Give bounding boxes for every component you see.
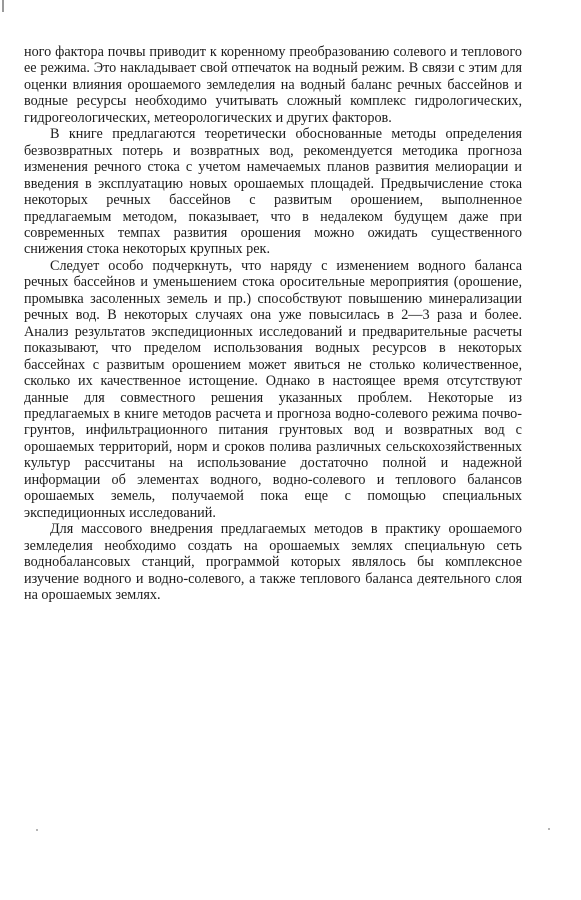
- scan-speck: [548, 828, 550, 830]
- document-page: [24, 44, 522, 603]
- paragraph-3: Следует особо подчеркнуть, что наряду с изменением водного баланса речных бассейнов и уменьшением стока оросительные мероприятия (орошение, промывка засоленных земель и пр.) способствуют повышению минерализации речных вод. В некоторых случаях она уже повысилась в 2—3 раза и более. Анализ результатов экспедиционных исследований и предварительные расчеты показывают, что пределом использования водных ресурсов в некоторых бассейнах с развитым орошением может явиться не столько количественное, сколько их качественное истощение. Однако в настоящее время отсутствуют данные для совместного решения указанных проблем. Некоторые из предлагаемых в книге методов расчета и прогноза водно-солевого режима почво-грунтов, инфильтрационного питания грунтовых вод и возвратных вод с орошаемых территорий, норм и сроков полива различных сельскохозяйственных культур рассчитаны на использование достаточно полной и надежной информации об элементах водного, водно-солевого и теплового балансов орошаемых земель, получаемой пока еще с помощью специальных экспедиционных исследований.: [24, 257, 522, 521]
- paragraph-1: ного фактора почвы приводит к коренному преобразованию солевого и теплового ее режима. Это накладывает свой отпечаток на водный режим. В связи с этим для оценки влияния орошаемого земледелия на водный баланс речных бассейнов и водные ресурсы необходимо учитывать сложный комплекс гидрологических, гидрогеологических, метеорологических и других факторов.: [24, 44, 522, 126]
- scan-speck: [36, 829, 38, 831]
- paragraph-2: В книге предлагаются теоретически обоснованные методы определения безвозвратных потерь и возвратных вод, рекомендуется методика прогноза изменения речного стока с учетом намечаемых планов развития мелиорации и введения в эксплуатацию новых орошаемых площадей. Предвычисление стока некоторых речных бассейнов с развитым орошением, выполненное предлагаемым методом, показывает, что в недалеком будущем даже при современных темпах развития орошения можно ожидать существенного снижения стока некоторых крупных рек.: [24, 126, 522, 258]
- paragraph-4: Для массового внедрения предлагаемых методов в практику орошаемого земледелия необходимо создать на орошаемых землях специальную сеть воднобалансовых станций, программой которых являлось бы комплексное изучение водного и водно-солевого, а также теплового баланса деятельного слоя на орошаемых землях.: [24, 521, 522, 603]
- scan-corner-mark: [2, 0, 4, 12]
